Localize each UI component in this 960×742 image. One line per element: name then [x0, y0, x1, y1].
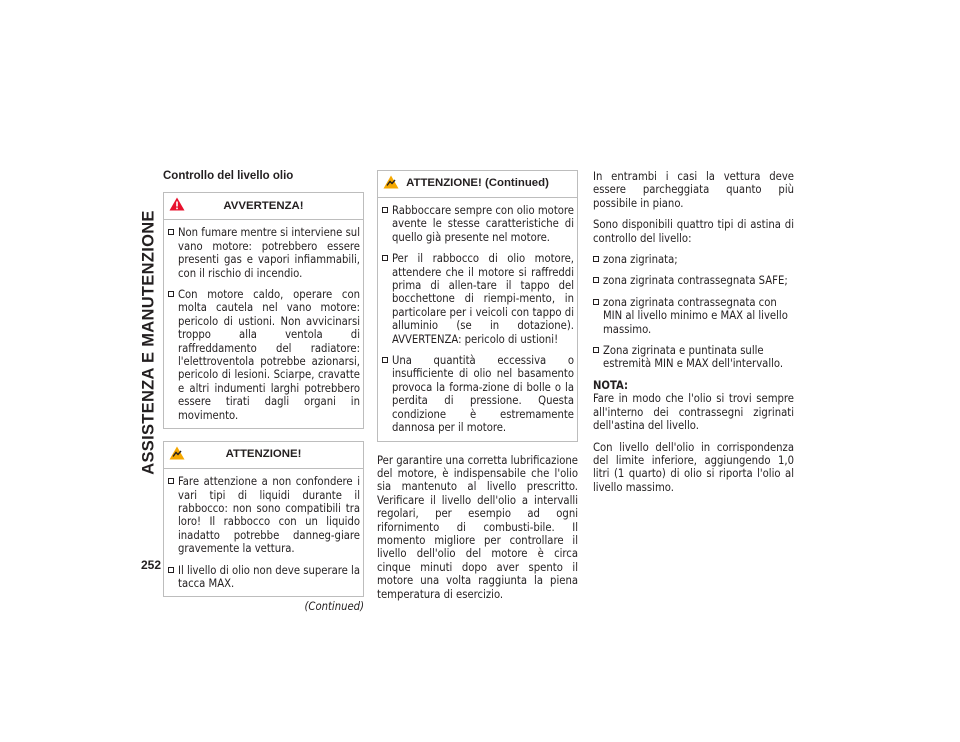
column-1	[163, 170, 364, 614]
list-item: zona zigrinata contrassegnata con MIN al livello minimo e MAX al livello massimo.	[593, 296, 794, 336]
caution-box-title: ATTENZIONE! (Continued)	[406, 177, 549, 190]
caution-box-header	[164, 442, 363, 469]
warning-box-body	[164, 220, 363, 428]
warning-box-header	[164, 193, 363, 220]
square-bullet-icon	[593, 277, 599, 283]
note-text: Fare in modo che l'olio si trovi sempre all'interno dei contrassegni zigrinati dell'astina del livello.	[593, 392, 794, 433]
caution-box	[163, 441, 364, 597]
list-item: Con motore caldo, operare con molta cautela nel vano motore: pericolo di ustioni. Non avvicinarsi troppo alla ventola di raffreddamento del radiatore: l'elettroventola potrebbe azionarsi, pericolo di lesioni. Sciarpe, cravatte e altri indumenti larghi potrebbero essere tirati dagli organi in movimento.	[168, 288, 360, 422]
continued-label: (Continued)	[304, 600, 364, 614]
caution-box-body	[378, 198, 577, 441]
square-bullet-icon	[168, 229, 174, 235]
warning-box	[163, 192, 364, 429]
square-bullet-icon	[168, 478, 174, 484]
list-item: Rabboccare sempre con olio motore avente le stesse caratteristiche di quello già presente nel motore.	[382, 204, 574, 244]
square-bullet-icon	[593, 299, 599, 305]
caution-box-body	[164, 469, 363, 596]
list-item: Fare attenzione a non confondere i vari tipi di liquidi durante il rabbocco: non sono compatibili tra loro! Il rabbocco con un liquido inadatto potrebbe danneg-giare gravemente la vettura.	[168, 475, 360, 555]
caution-continued-box	[377, 170, 578, 442]
list-item: Una quantità eccessiva o insufficiente di olio nel basamento provoca la forma-zione di bolle o la perdita di pressione. Questa condizione è estremamente dannosa per il motore.	[382, 354, 574, 434]
caution-box-title: ATTENZIONE!	[225, 448, 302, 461]
chapter-sidebar-title	[136, 172, 162, 512]
square-bullet-icon	[593, 347, 599, 353]
body-paragraph: In entrambi i casi la vettura deve essere parcheggiata quanto più possibile in piano.	[593, 170, 794, 210]
warning-triangle-icon	[169, 197, 185, 211]
list-item: zona zigrinata;	[593, 253, 794, 266]
column-3	[593, 170, 794, 502]
list-item: zona zigrinata contrassegnata SAFE;	[593, 274, 794, 287]
warning-box-title: AVVERTENZA!	[223, 199, 304, 212]
square-bullet-icon	[382, 255, 388, 261]
body-paragraph: Sono disponibili quattro tipi di astina di controllo del livello:	[593, 218, 794, 245]
caution-triangle-icon	[169, 446, 185, 460]
chapter-title-text: ASSISTENZA E MANUTENZIONE	[139, 209, 158, 475]
square-bullet-icon	[168, 567, 174, 573]
section-heading: Controllo del livello olio	[163, 170, 294, 182]
list-item: Il livello di olio non deve superare la tacca MAX.	[168, 564, 360, 591]
caution-triangle-icon	[383, 175, 399, 189]
list-item: Non fumare mentre si interviene sul vano motore: potrebbero essere presenti gas e vapori infiammabili, con il rischio di incendio.	[168, 226, 360, 280]
note-title: NOTA:	[593, 378, 628, 392]
list-item: Zona zigrinata e puntinata sulle estremità MIN e MAX dell'intervallo.	[593, 344, 794, 371]
column-2	[377, 170, 578, 609]
body-paragraph: Per garantire una corretta lubrificazione del motore, è indispensabile che l'olio sia mantenuto al livello prescritto. Verificare il livello dell'olio a intervalli regolari, per esempio ad ogni rifornimento di combusti-bile. Il momento migliore per controllare il livello dell'olio del motore è circa cinque minuti dopo aver spento il motore una volta raggiunta la piena temperatura di esercizio.	[377, 453, 578, 601]
square-bullet-icon	[382, 207, 388, 213]
square-bullet-icon	[593, 256, 599, 262]
square-bullet-icon	[168, 291, 174, 297]
square-bullet-icon	[382, 357, 388, 363]
caution-box-header	[378, 171, 577, 198]
dipstick-types-list	[593, 253, 794, 371]
body-paragraph: Con livello dell'olio in corrispondenza del limite inferiore, aggiungendo 1,0 litri (1 quarto) di olio si riporta l'olio al livello massimo.	[593, 440, 794, 494]
page-number: 252	[141, 558, 162, 572]
list-item: Per il rabbocco di olio motore, attendere che il motore si raffreddi prima di allen-tare il tappo del bocchettone di riempi-mento, in particolare per i veicoli con tappo di alluminio (se in dotazione). AVVERTENZA: pericolo di ustioni!	[382, 252, 574, 346]
